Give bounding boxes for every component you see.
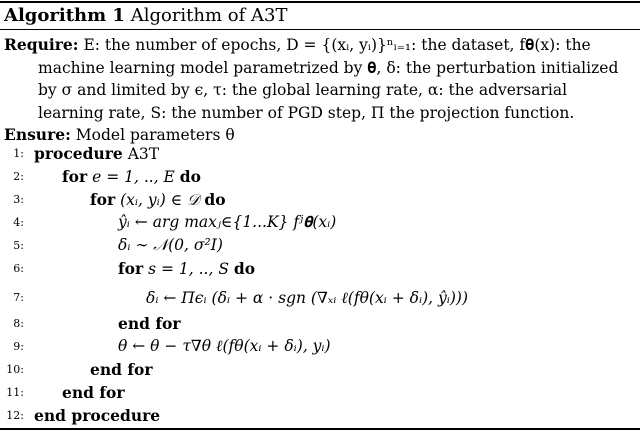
- line-number: 12:: [6, 409, 24, 422]
- ensure-text: Model parameters θ: [75, 126, 235, 144]
- line-text: A3T: [122, 145, 160, 163]
- line-text: ŷᵢ ← arg maxⱼ∈{1...K} fʲ𝛉(xᵢ): [118, 213, 337, 231]
- keyword-do: do: [233, 259, 256, 278]
- keyword: end for: [62, 383, 125, 402]
- keyword-do: do: [179, 167, 201, 186]
- line-text: (xᵢ, yᵢ) ∈ 𝒟: [115, 191, 205, 209]
- line-number: 11:: [6, 386, 24, 399]
- line-number: 1:: [13, 147, 24, 160]
- line-number: 5:: [13, 239, 24, 252]
- line-text: e = 1, .., E: [87, 168, 180, 186]
- line-text: δᵢ ∼ 𝒩(0, σ²I): [118, 236, 223, 254]
- keyword: for: [118, 259, 144, 278]
- line-number: 4:: [13, 216, 24, 229]
- line-number: 2:: [13, 170, 24, 183]
- keyword-do: do: [204, 190, 226, 209]
- keyword: end for: [118, 314, 181, 333]
- line-number: 3:: [13, 193, 24, 206]
- require-section: [4, 34, 636, 124]
- line-text: θ ← θ − τ∇θ ℓ(fθ(xᵢ + δᵢ), yᵢ): [118, 337, 331, 355]
- require-text: E: the number of epochs, D = {(xᵢ, yᵢ)}ⁿᵢ₌₁: the dataset, f𝛉(x): the machine learning model parametrized by 𝛉, δ: the perturbation initialized by σ and limited by ϵ, τ: the global learning rate, α: the adversarial learning rate, S: the number of PGD step, Π the projection function.: [38, 36, 619, 122]
- bottom-rule: [0, 428, 640, 430]
- keyword: for: [90, 190, 116, 209]
- line-number: 6:: [13, 262, 24, 275]
- keyword: procedure: [34, 144, 123, 163]
- line-text: s = 1, .., S: [143, 260, 234, 278]
- algorithm-caption: [4, 5, 287, 27]
- keyword: end procedure: [34, 406, 161, 425]
- require-keyword: Require:: [4, 35, 79, 54]
- line-number: 7:: [13, 291, 24, 304]
- line-number: 10:: [6, 363, 24, 376]
- ensure-keyword: Ensure:: [4, 125, 71, 144]
- top-rule: [0, 1, 640, 3]
- keyword: end for: [90, 360, 153, 379]
- caption-rule: [0, 29, 640, 30]
- algorithm-label: Algorithm 1: [4, 5, 125, 26]
- line-text: δᵢ ← Πϵᵢ (δᵢ + α · sgn (∇ₓᵢ ℓ(fθ(xᵢ + δᵢ), ŷᵢ))): [146, 289, 469, 307]
- algorithm-title: Algorithm of A3T: [130, 5, 288, 26]
- line-number: 8:: [13, 317, 24, 330]
- keyword: for: [62, 167, 88, 186]
- line-number: 9:: [13, 340, 24, 353]
